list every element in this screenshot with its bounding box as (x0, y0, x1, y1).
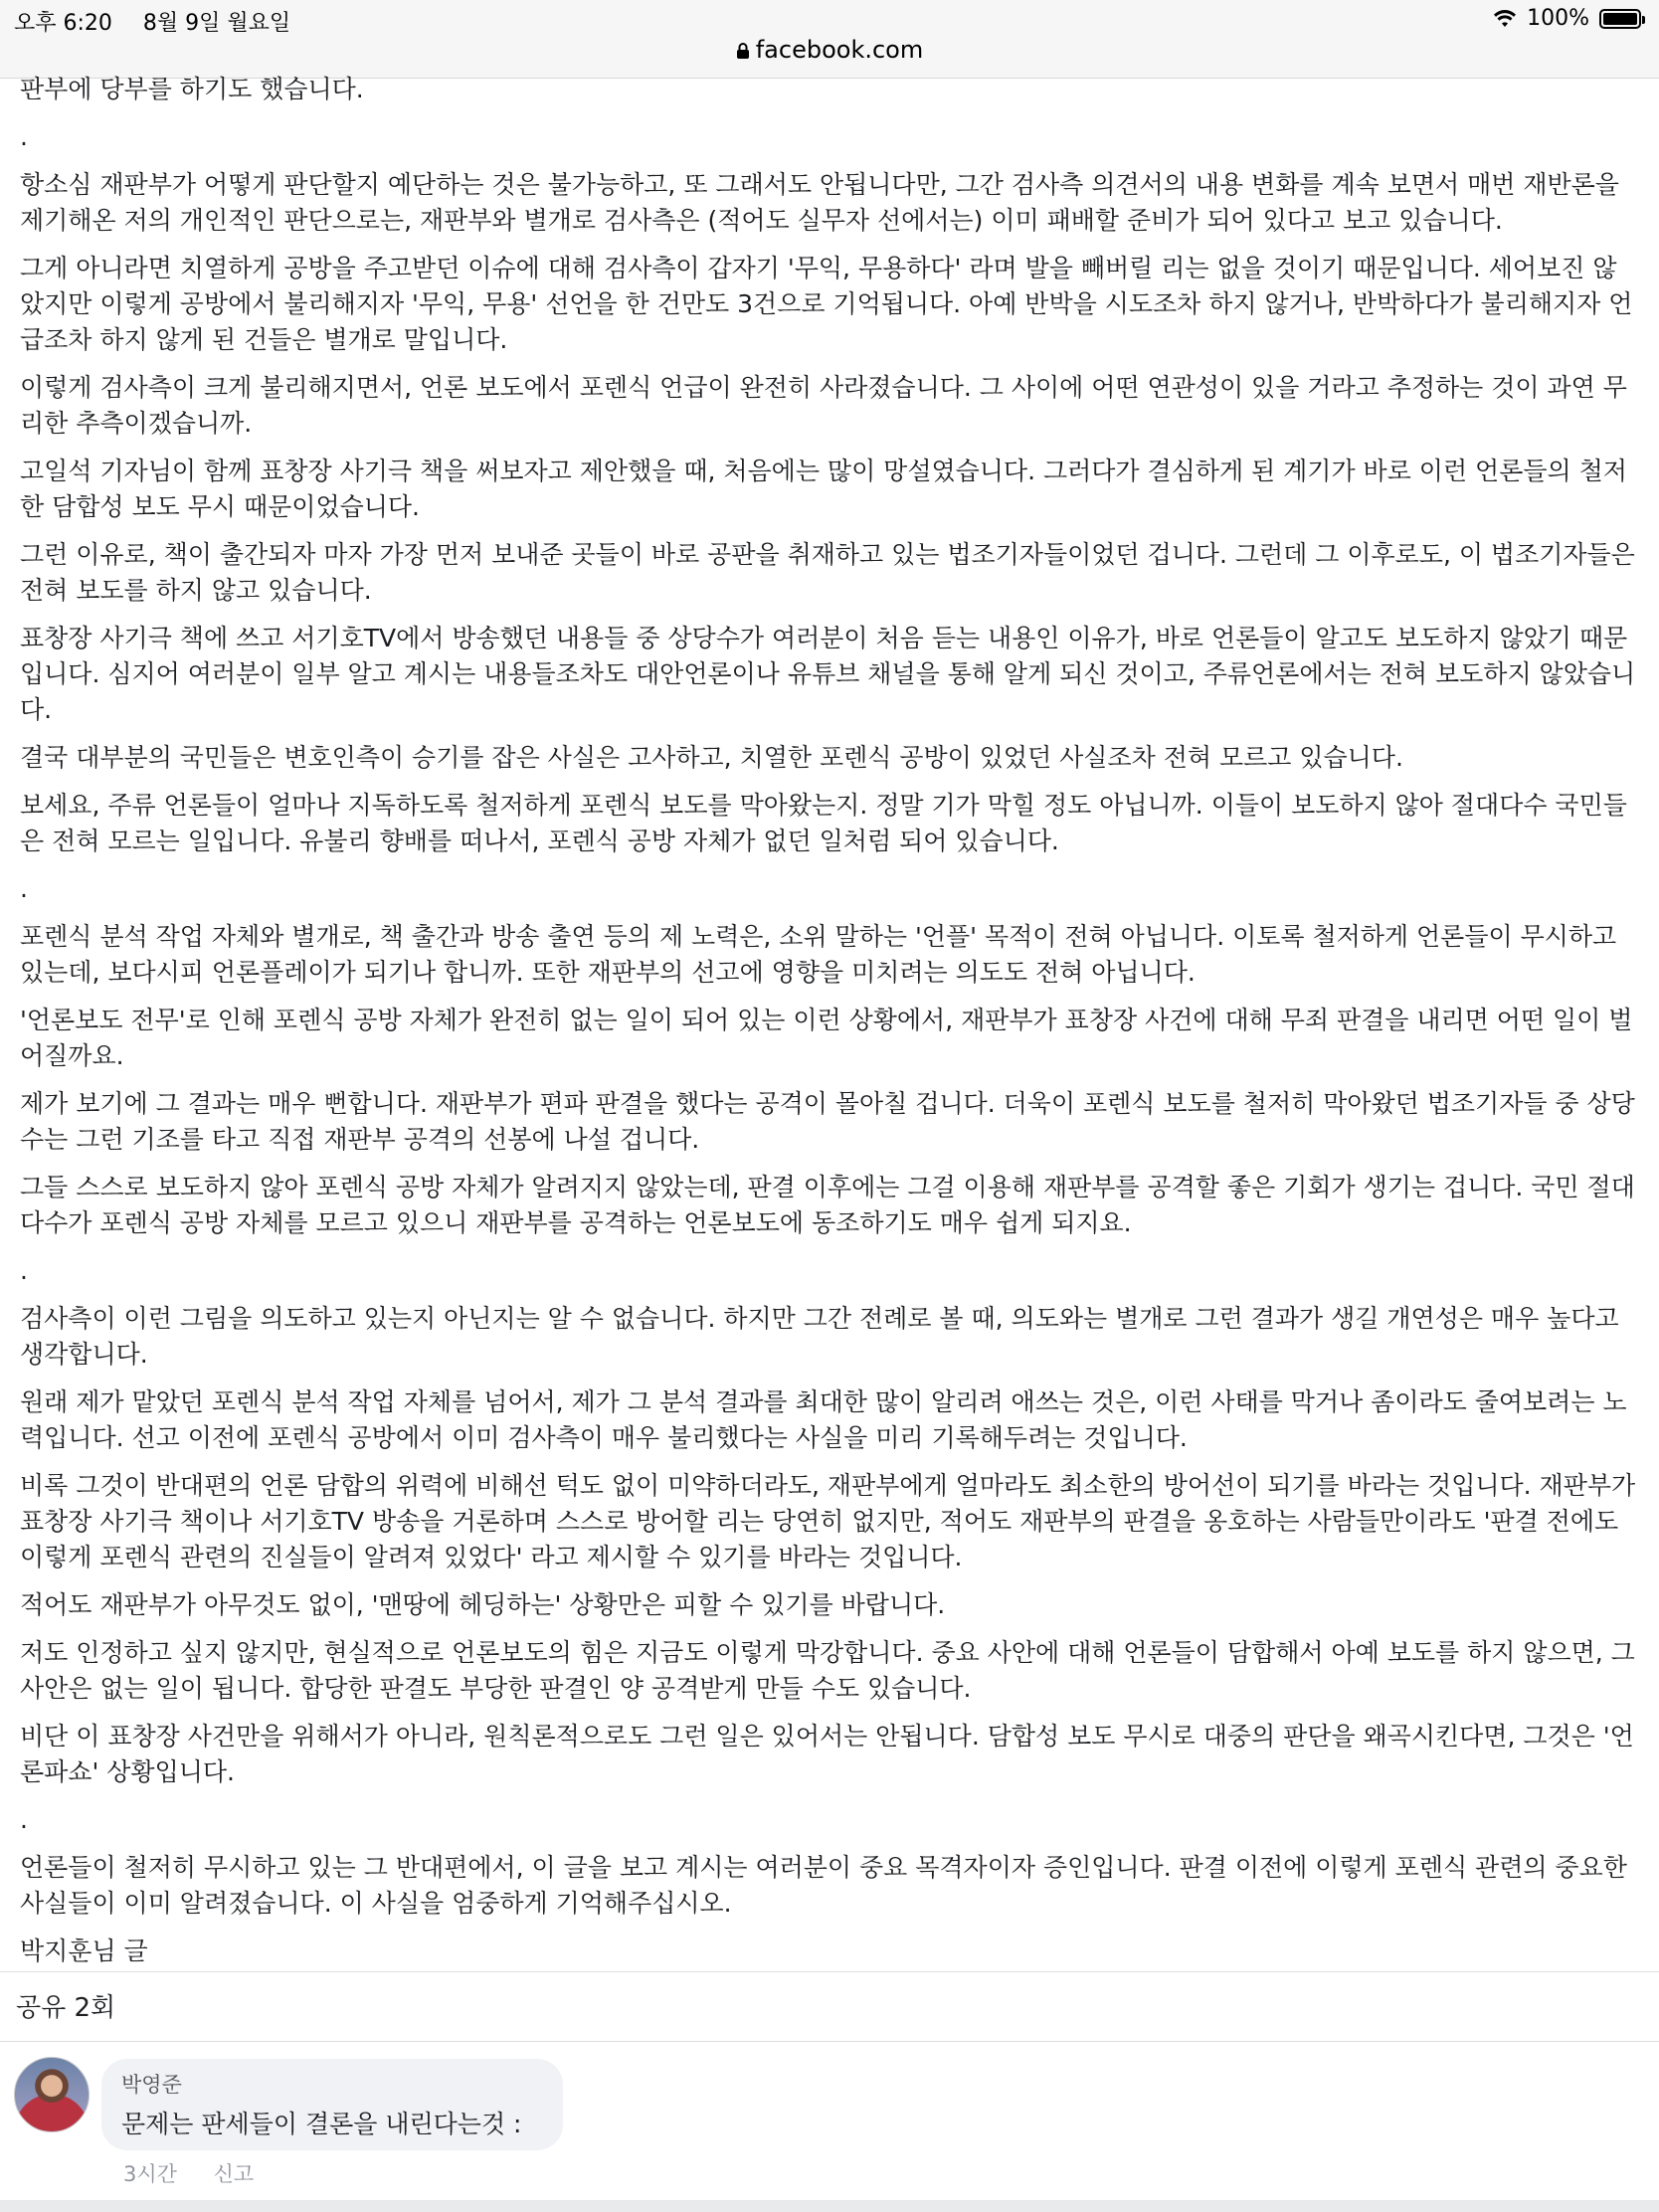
comment-text: 문제는 판세들이 결론을 내린다는것 : (121, 2110, 522, 2138)
url-text: facebook.com (755, 36, 924, 64)
commenter-name[interactable]: 박영준 (121, 2073, 182, 2097)
post-paragraph: 비단 이 표창장 사건만을 위해서가 아니라, 원칙론적으로도 그런 일은 있어서는 안됩니다. 담합성 보도 무시로 대중의 판단을 왜곡시킨다면, 그것은 '언론파쇼' 상황입니다. (20, 1722, 1634, 1786)
post-body (20, 72, 1639, 1969)
browser-status-bar (0, 0, 1659, 79)
address-bar[interactable] (0, 36, 1659, 64)
post-paragraph: 그게 아니라면 치열하게 공방을 주고받던 이슈에 대해 검사측이 갑자기 '무익, 무용하다' 라며 발을 빼버릴 리는 없을 것이기 때문입니다. 세어보진 않았지만 이렇게 공방에서 불리해지자 '무익, 무용' 선언을 한 건만도 3건으로 기억됩니다. 아예 반박을 시도조차 하지 않거나, 반박하다가 불리해지자 언급조차 하지 않게 된 건들은 별개로 말입니다. (20, 254, 1633, 354)
comment-time[interactable]: 3시간 (123, 2162, 177, 2186)
post-paragraph: 비록 그것이 반대편의 언론 담합의 위력에 비해선 턱도 없이 미약하더라도, 재판부에게 얼마라도 최소한의 방어선이 되기를 바라는 것입니다. 재판부가 표창장 사기극 책이나 서기호TV 방송을 거론하며 스스로 방어할 리는 당연히 없지만, 적어도 재판부의 판결을 옹호하는 사람들만이라도 '판결 전에도 이렇게 포렌식 관련의 진실들이 알려져 있었다' 라고 제시할 수 있기를 바라는 것입니다. (20, 1471, 1636, 1571)
post-paragraph: 포렌식 분석 작업 자체와 별개로, 책 출간과 방송 출연 등의 제 노력은, 소위 말하는 '언플' 목적이 전혀 아닙니다. 이토록 철저하게 언론들이 무시하고 있는데, 보다시피 언론플레이가 되기나 합니까. 또한 재판부의 선고에 영향을 미치려는 의도도 전혀 아닙니다. (20, 922, 1617, 987)
post-paragraph: 그런 이유로, 책이 출간되자 마자 가장 먼저 보내준 곳들이 바로 공판을 취재하고 있는 법조기자들이었던 겁니다. 그런데 그 이후로도, 이 법조기자들은 전혀 보도를 하지 않고 있습니다. (20, 540, 1635, 605)
paragraph-separator: . (20, 874, 28, 903)
paragraph-separator: . (20, 122, 28, 151)
post-paragraph: 저도 인정하고 싶지 않지만, 현실적으로 언론보도의 힘은 지금도 이렇게 막강합니다. 중요 사안에 대해 언론들이 담합해서 아예 보도를 하지 않으면, 그 사안은 없는 일이 됩니다. 합당한 판결도 부당한 판결인 양 공격받게 만들 수도 있습니다. (20, 1638, 1635, 1703)
bottom-bar (0, 2200, 1659, 2212)
post-paragraph: 결국 대부분의 국민들은 변호인측이 승기를 잡은 사실은 고사하고, 치열한 포렌식 공방이 있었던 사실조차 전혀 모르고 있습니다. (20, 743, 1403, 772)
post-author-line: 박지훈님 글 (20, 1936, 148, 1965)
battery-icon (1599, 9, 1641, 29)
report-link[interactable]: 신고 (213, 2162, 255, 2186)
post-paragraph: 판부에 당부를 하기도 했습니다. (20, 75, 364, 103)
status-date: 8월 9일 월요일 (142, 11, 291, 36)
wifi-icon (1493, 10, 1517, 28)
comment-bubble (101, 2059, 563, 2150)
post-paragraph: 고일석 기자님이 함께 표창장 사기극 책을 써보자고 제안했을 때, 처음에는 많이 망설였습니다. 그러다가 결심하게 된 계기가 바로 이런 언론들의 철저한 담합성 보도 무시 때문이었습니다. (20, 457, 1627, 521)
post-paragraph: 이렇게 검사측이 크게 불리해지면서, 언론 보도에서 포렌식 언급이 완전히 사라졌습니다. 그 사이에 어떤 연관성이 있을 거라고 추정하는 것이 과연 무리한 추측이겠습니까. (20, 373, 1627, 438)
divider (0, 2041, 1659, 2042)
post-paragraph: 보세요, 주류 언론들이 얼마나 지독하도록 철저하게 포렌식 보도를 막아왔는지. 정말 기가 막힐 정도 아닙니까. 이들이 보도하지 않아 절대다수 국민들은 전혀 모르는 일입니다. 유불리 향배를 떠나서, 포렌식 공방 자체가 없던 일처럼 되어 있습니다. (20, 791, 1627, 855)
post-paragraph: 그들 스스로 보도하지 않아 포렌식 공방 자체가 알려지지 않았는데, 판결 이후에는 그걸 이용해 재판부를 공격할 좋은 기회가 생기는 겁니다. 국민 절대다수가 포렌식 공방 자체를 모르고 있으니 재판부를 공격하는 언론보도에 동조하기도 매우 쉽게 되지요. (20, 1173, 1635, 1237)
post-paragraph: 적어도 재판부가 아무것도 없이, '맨땅에 헤딩하는' 상황만은 피할 수 있기를 바랍니다. (20, 1590, 946, 1619)
post-paragraph: 원래 제가 맡았던 포렌식 분석 작업 자체를 넘어서, 제가 그 분석 결과를 최대한 많이 알리려 애쓰는 것은, 이런 사태를 막거나 좀이라도 줄여보려는 노력입니다. 선고 이전에 포렌식 공방에서 이미 검사측이 매우 불리했다는 사실을 미리 기록해두려는 것입니다. (20, 1387, 1627, 1452)
status-time: 오후 6:20 (14, 11, 112, 36)
post-paragraph: 언론들이 철저히 무시하고 있는 그 반대편에서, 이 글을 보고 계시는 여러분이 중요 목격자이자 증인입니다. 판결 이전에 이렇게 포렌식 관련의 중요한 사실들이 이미 알려졌습니다. 이 사실을 엄중하게 기억해주십시오. (20, 1853, 1627, 1918)
status-time-date (14, 6, 314, 37)
post-paragraph: '언론보도 전무'로 인해 포렌식 공방 자체가 완전히 없는 일이 되어 있는 이런 상황에서, 재판부가 표창장 사건에 대해 무죄 판결을 내리면 어떤 일이 벌어질까요. (20, 1006, 1633, 1070)
commenter-avatar[interactable] (14, 2057, 90, 2132)
post-paragraph: 검사측이 이런 그림을 의도하고 있는지 아닌지는 알 수 없습니다. 하지만 그간 전례로 볼 때, 의도와는 별개로 그런 결과가 생길 개연성은 매우 높다고 생각합니다. (20, 1304, 1619, 1369)
lock-icon (736, 42, 750, 60)
paragraph-separator: . (20, 1805, 28, 1834)
paragraph-separator: . (20, 1256, 28, 1285)
comment-meta (123, 2158, 283, 2188)
battery-percent: 100% (1527, 6, 1589, 31)
status-indicators (1493, 6, 1641, 31)
post-paragraph: 제가 보기에 그 결과는 매우 뻔합니다. 재판부가 편파 판결을 했다는 공격이 몰아칠 겁니다. 더욱이 포렌식 보도를 철저히 막아왔던 법조기자들 중 상당수는 그런 기조를 타고 직접 재판부 공격의 선봉에 나설 겁니다. (20, 1089, 1635, 1154)
post-paragraph: 항소심 재판부가 어떻게 판단할지 예단하는 것은 불가능하고, 또 그래서도 안됩니다만, 그간 검사측 의견서의 내용 변화를 계속 보면서 매번 재반론을 제기해온 저의 개인적인 판단으로는, 재판부와 별개로 검사측은 (적어도 실무자 선에서는) 이미 패배할 준비가 되어 있다고 보고 있습니다. (20, 170, 1619, 235)
share-count[interactable]: 공유 2회 (16, 1993, 116, 2023)
divider (0, 1971, 1659, 1972)
post-paragraph: 표창장 사기극 책에 쓰고 서기호TV에서 방송했던 내용들 중 상당수가 여러분이 처음 듣는 내용인 이유가, 바로 언론들이 알고도 보도하지 않았기 때문입니다. 심지어 여러분이 일부 알고 계시는 내용들조차도 대안언론이나 유튜브 채널을 통해 알게 되신 것이고, 주류언론에서는 전혀 보도하지 않았습니다. (20, 624, 1636, 724)
